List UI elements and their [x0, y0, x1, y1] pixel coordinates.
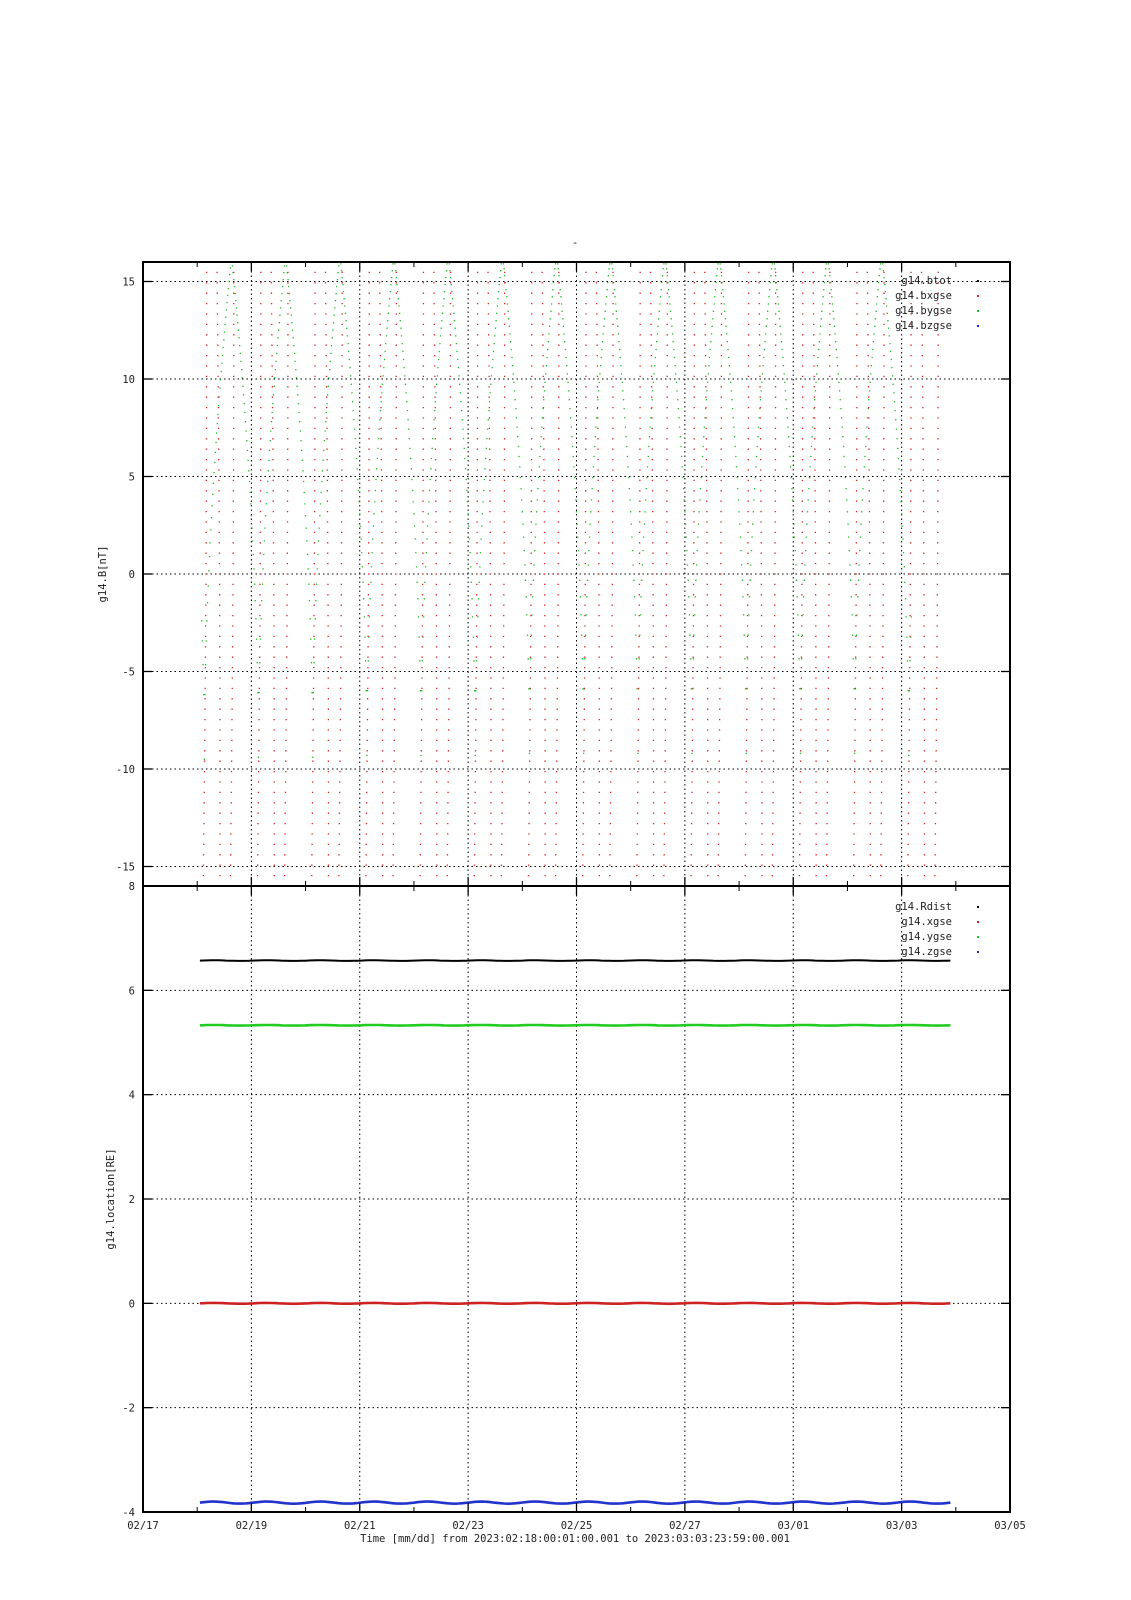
y-tick-label: 8	[128, 881, 135, 893]
figure-title: -	[571, 236, 579, 249]
panel-magnetic-field	[97, 262, 1010, 886]
y-tick-label: -5	[122, 666, 135, 679]
y-tick-label: 2	[128, 1194, 135, 1206]
legend-label: g14.xgse	[901, 916, 952, 928]
x-tick-label: 02/25	[560, 1520, 593, 1532]
x-tick-label: 02/21	[343, 1520, 376, 1532]
legend-marker	[977, 936, 979, 938]
x-tick-label: 03/05	[994, 1520, 1026, 1532]
legend-label: g14.zgse	[901, 946, 952, 958]
legend-marker	[977, 906, 979, 908]
legend-marker	[977, 921, 979, 923]
y-tick-label: 0	[128, 1298, 135, 1311]
y-tick-label: 15	[122, 276, 135, 289]
x-tick-label: 03/01	[777, 1520, 810, 1532]
legend-label: g14.bzgse	[895, 320, 952, 332]
y-tick-label: 10	[122, 374, 135, 386]
y-tick-label: -10	[116, 764, 135, 776]
x-tick-label: 02/27	[669, 1520, 701, 1532]
legend-label: g14.bygse	[895, 305, 952, 317]
y-tick-label: -4	[122, 1507, 135, 1519]
series-rdist	[200, 960, 951, 961]
legend-label: g14.Rdist	[895, 901, 952, 913]
x-tick-label: 02/19	[235, 1520, 268, 1532]
y-axis-label: g14.B[nT]	[97, 545, 109, 603]
legend-label: g14.btot	[901, 275, 952, 287]
series-ygse	[200, 1025, 951, 1026]
panel-location	[105, 881, 1010, 1519]
series-bygse	[201, 264, 912, 759]
legend-marker	[977, 310, 979, 312]
legend-label: g14.bxgse	[895, 290, 952, 302]
x-axis-label: Time [mm/dd] from 2023:02:18:00:01:00.001 to 2023:03:03:23:59:00.001	[360, 1533, 790, 1545]
y-tick-label: 0	[128, 569, 135, 581]
y-tick-label: 4	[128, 1089, 135, 1102]
y-tick-label: -15	[116, 861, 135, 874]
x-tick-label: 03/03	[885, 1520, 918, 1532]
series-xgse	[200, 1303, 951, 1304]
legend-label: g14.ygse	[901, 931, 952, 943]
y-axis-label: g14.location[RE]	[105, 1148, 117, 1250]
legend-marker	[977, 951, 979, 953]
x-tick-label: 02/17	[127, 1520, 159, 1532]
y-tick-label: -2	[122, 1402, 135, 1415]
x-tick-label: 02/23	[452, 1520, 484, 1532]
legend-marker	[977, 325, 979, 327]
series-zgse	[200, 1502, 951, 1504]
legend-marker	[977, 295, 979, 297]
y-tick-label: 6	[128, 985, 135, 998]
legend-marker	[977, 280, 979, 282]
y-tick-label: 5	[128, 471, 135, 484]
